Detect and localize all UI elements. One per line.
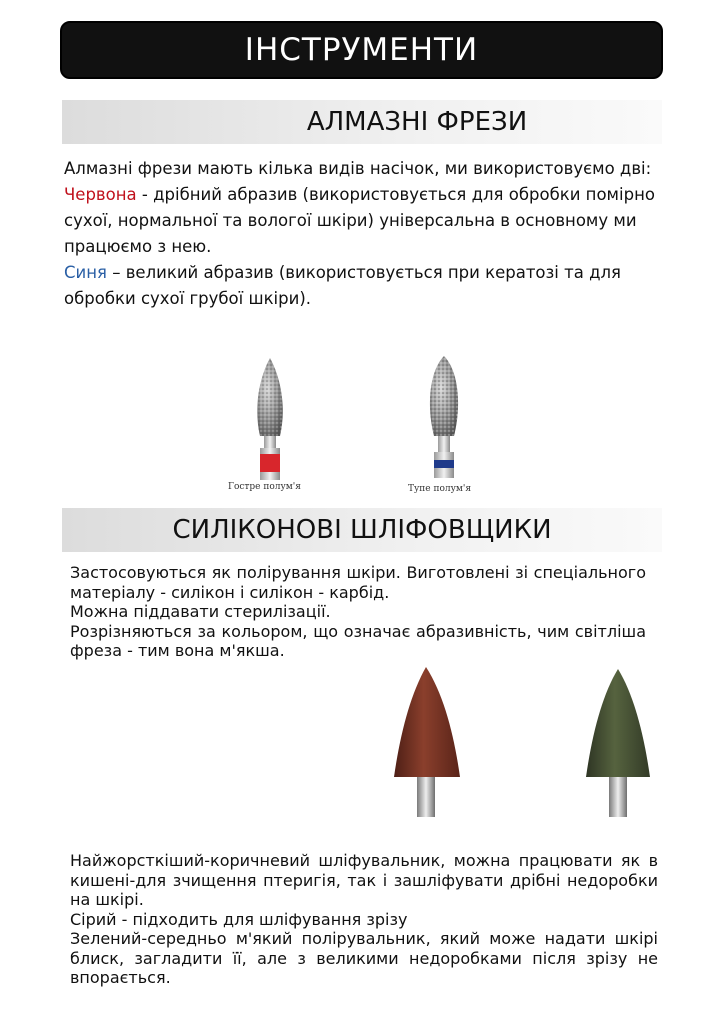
blue-text: – великий абразив (використовується при кератозі та для обробки сухої грубої шкіри).: [64, 263, 621, 308]
page-title-bar: [60, 21, 663, 79]
section-header-silicone: [62, 508, 662, 552]
silicone-description: [70, 563, 646, 661]
silicone-text-line: Розрізняються за кольором, що означає абразивність, чим світліша фреза - тим вона м'якша.: [70, 621, 646, 660]
silicone-text-line: Зелений-середньо м'який полірувальник, який може надати шкірі блиск, загладити її, але з великими недоробками після зрізу не впорається.: [70, 929, 658, 987]
silicone-polishers-illustration: [380, 665, 670, 825]
section-title-silicone: СИЛІКОНОВІ ШЛІФОВЩИКИ: [172, 515, 552, 545]
green-polisher: [586, 669, 650, 817]
sharp-flame-bur: [257, 358, 283, 480]
section-header-diamond: [62, 100, 662, 144]
caption-blunt-flame: Тупе полум'я: [408, 484, 472, 494]
red-text: - дрібний абразив (використовується для обробки помірно сухої, нормальної та вологої шкіри) універсальна в основному ми працюємо з нею.: [64, 185, 655, 256]
blue-band: [434, 460, 454, 468]
red-label: Червона: [64, 185, 137, 204]
section-title-diamond: АЛМАЗНІ ФРЕЗИ: [306, 107, 528, 137]
silicone-text-line: Застосовуються як полірування шкіри. Виготовлені зі спеціального матеріалу - силікон і силікон - карбід.: [70, 563, 646, 602]
diamond-description: [64, 156, 684, 312]
caption-sharp-flame: Гостре полум'я: [228, 482, 301, 492]
diamond-burs-illustration: [222, 340, 492, 500]
page-title: ІНСТРУМЕНТИ: [244, 32, 479, 68]
blue-label: Синя: [64, 263, 107, 282]
silicone-text-line: Можна піддавати стерилізації.: [70, 602, 331, 621]
silicone-text-line: Найжорсткіший-коричневий шліфувальник, можна працювати як в кишені-для зчищення птеригія, так і зашліфувати дрібні недоробки на шкірі.: [70, 851, 658, 909]
red-band: [260, 454, 280, 472]
blunt-flame-bur: [430, 356, 458, 478]
brown-polisher: [394, 667, 460, 817]
silicone-polishers-image: [380, 665, 670, 825]
silicone-text-line: Сірий - підходить для шліфування зрізу: [70, 909, 408, 929]
silicone-colors-description: [70, 851, 658, 988]
diamond-intro: Алмазні фрези мають кілька видів насічок, ми використовуємо дві:: [64, 159, 652, 178]
diamond-burs-image: [222, 340, 492, 500]
